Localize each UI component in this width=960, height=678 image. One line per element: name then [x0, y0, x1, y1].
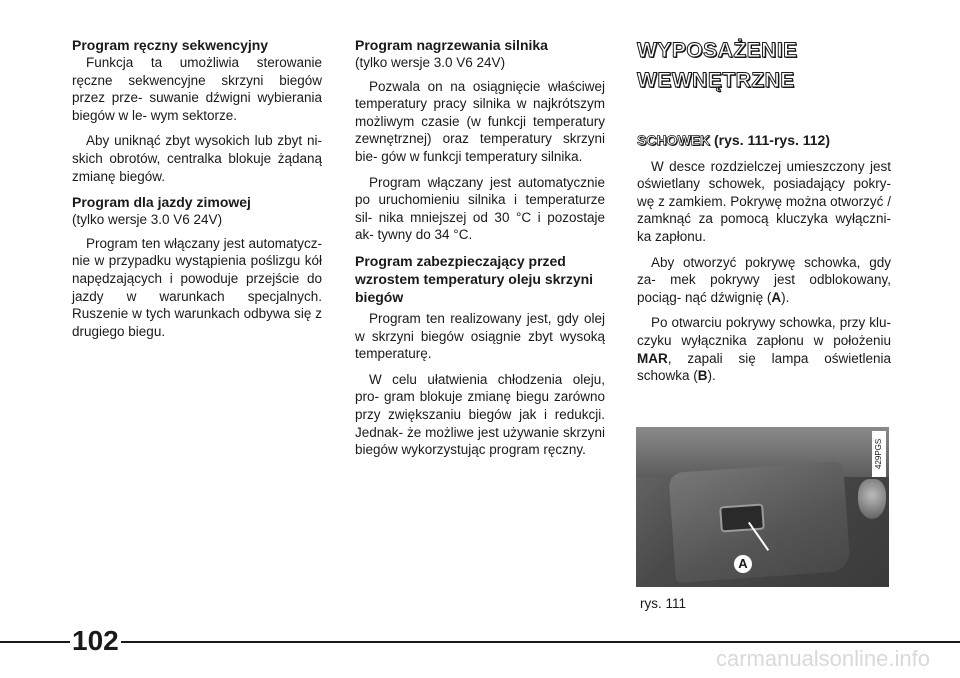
- chapter-title-line: WEWNĘTRZNE: [637, 69, 795, 92]
- section-heading-glovebox: [637, 132, 891, 150]
- figure-caption: rys. 111: [640, 596, 687, 611]
- column-right: [637, 36, 891, 393]
- heading-manual-sequential: Program ręczny sekwencyjny: [72, 37, 269, 53]
- heading-winter-program: Program dla jazdy zimowej: [72, 194, 251, 211]
- paragraph: Aby uniknąć zbyt wysokich lub zbyt ni- skich obrotów, centralka blokuje żądaną zmianę biegów.: [72, 133, 322, 184]
- page-number: 102: [72, 625, 119, 656]
- text-run: Aby otworzyć pokrywę schowka, gdy za- mek pokrywy jest odblokowany, pociąg- nąć dźwignię (: [637, 254, 891, 305]
- chapter-title-line: WYPOSAŻENIE: [637, 39, 798, 62]
- text-run: ).: [781, 289, 790, 305]
- text-run: , zapali się lampa oświetlenia schowka (: [637, 350, 891, 384]
- paragraph: Program ten włączany jest automatycz- nie w przypadku wystąpienia poślizgu kół napędzających i powoduje przejście do jazdy w warunkach specjalnych. Ruszenie w tych warunkach odbywa się z drugiego biegu.: [72, 235, 322, 339]
- footer-rule: [0, 641, 70, 643]
- figure-code: 429PGS: [872, 431, 886, 477]
- chapter-title: [637, 36, 891, 96]
- paragraph: Funkcja ta umożliwia sterowanie ręczne sekwencyjne skrzyni biegów przez prze- suwanie dźwigni wybierania biegów w le- wym sektorze.: [72, 55, 322, 123]
- paragraph: W desce rozdzielczej umieszczony jest oświetlany schowek, posiadający pokry- wę z zamkiem. Pokrywę można otworzyć / zamknąć za pomocą kluczyka wyłączni- ka zapłonu.: [637, 158, 891, 244]
- heading-engine-warmup: Program nagrzewania silnika: [355, 37, 548, 53]
- paragraph: Pozwala on na osiągnięcie właściwej temperatury pracy silnika w najkrótszym możliwym czasie (w funkcji temperatury zewnętrznej) oraz temperatury skrzyni bie- gów w funkcji temperatury silnika.: [355, 78, 605, 164]
- paragraph: W celu ułatwienia chłodzenia oleju, pro- gram blokuje zmianę biegu zarówno przy zwiększaniu biegów jak i redukcji. Jednak- że możliwe jest używanie skrzyni biegów wykorzystując program ręczny.: [355, 371, 605, 458]
- vent-shape: [858, 479, 886, 519]
- column-left: [72, 36, 322, 348]
- paragraph: Program ten realizowany jest, gdy olej w skrzyni biegów osiągnie zbyt wysoką temperaturę.: [355, 310, 605, 362]
- callout-marker: A: [734, 555, 752, 573]
- footer-rule: [121, 641, 960, 643]
- text-run: Po otwarciu pokrywy schowka, przy klu- czyku wyłącznika zapłonu w położeniu: [637, 315, 891, 348]
- section-figure-ref: (rys. 111-rys. 112): [714, 132, 831, 148]
- heading-subtitle: (tylko wersje 3.0 V6 24V): [72, 212, 223, 228]
- key-letter: B: [697, 368, 708, 384]
- glovebox-lever-shape: [719, 503, 765, 532]
- key-position: MAR: [637, 350, 668, 366]
- paragraph: Program włączany jest automatycznie po uruchomieniu silnika i temperaturze sil- nika mniejszej od 30 °C i pozostaje ak- tywny do 34 °C.: [355, 174, 605, 243]
- paragraph: [637, 254, 891, 307]
- glovebox-photo: [636, 427, 889, 587]
- text-run: ).: [707, 368, 716, 384]
- watermark: carmanualsonline.info: [715, 646, 930, 671]
- key-letter: A: [771, 289, 782, 305]
- column-middle: [355, 36, 605, 467]
- heading-subtitle: (tylko wersje 3.0 V6 24V): [355, 55, 506, 70]
- section-word: SCHOWEK: [637, 132, 711, 148]
- paragraph: [637, 314, 891, 384]
- heading-oil-protection: Program zabezpieczający przed wzrostem temperatury oleju skrzyni biegów: [355, 252, 594, 305]
